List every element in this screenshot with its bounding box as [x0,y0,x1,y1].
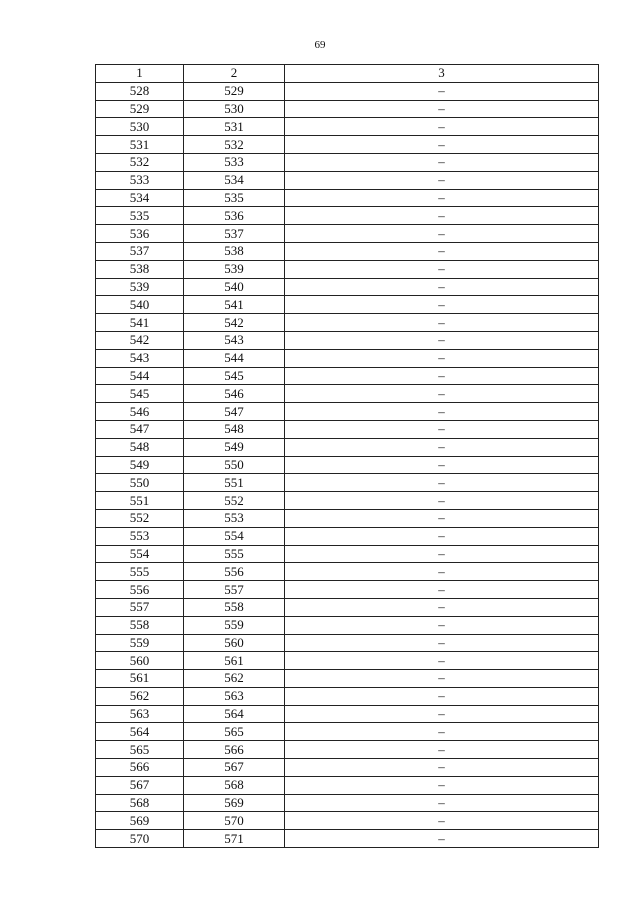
table-cell-col2: 566 [184,741,285,759]
table-cell-col2: 546 [184,385,285,403]
table-cell-col1: 529 [96,100,184,118]
table-row [96,82,599,100]
table-cell-col3: – [285,776,599,794]
table-body [96,82,599,847]
table-cell-col3: – [285,385,599,403]
table-cell-col3: – [285,403,599,421]
table-cell-col2: 568 [184,776,285,794]
table-cell-col2: 558 [184,598,285,616]
table-cell-col1: 556 [96,581,184,599]
table-cell-col1: 538 [96,260,184,278]
table-row [96,153,599,171]
table-cell-col1: 541 [96,314,184,332]
table-cell-col2: 550 [184,456,285,474]
table-row [96,314,599,332]
table-row [96,136,599,154]
table-cell-col2: 535 [184,189,285,207]
table-cell-col2: 562 [184,670,285,688]
table-cell-col1: 536 [96,225,184,243]
table-cell-col2: 552 [184,492,285,510]
table-cell-col1: 566 [96,759,184,777]
table-cell-col3: – [285,153,599,171]
table-cell-col3: – [285,545,599,563]
table-cell-col1: 565 [96,741,184,759]
table-cell-col3: – [285,438,599,456]
table-cell-col3: – [285,616,599,634]
table-cell-col3: – [285,278,599,296]
table-row [96,581,599,599]
table-cell-col3: – [285,670,599,688]
table-row [96,741,599,759]
table-cell-col3: – [285,634,599,652]
table-cell-col1: 561 [96,670,184,688]
table-row [96,331,599,349]
table-header [96,65,599,83]
table-cell-col2: 561 [184,652,285,670]
table-cell-col1: 545 [96,385,184,403]
table-cell-col3: – [285,492,599,510]
table-row [96,456,599,474]
table-cell-col1: 534 [96,189,184,207]
table-cell-col3: – [285,652,599,670]
table-cell-col3: – [285,563,599,581]
table-cell-col3: – [285,349,599,367]
table-cell-col2: 567 [184,759,285,777]
table-cell-col1: 531 [96,136,184,154]
table-cell-col2: 529 [184,82,285,100]
table-cell-col3: – [285,598,599,616]
table-row [96,812,599,830]
table-cell-col1: 548 [96,438,184,456]
table-cell-col1: 567 [96,776,184,794]
table-cell-col3: – [285,420,599,438]
table-cell-col1: 553 [96,527,184,545]
table-row [96,207,599,225]
table-cell-col2: 569 [184,794,285,812]
table-cell-col1: 535 [96,207,184,225]
table-cell-col3: – [285,331,599,349]
table-cell-col2: 542 [184,314,285,332]
table-cell-col2: 563 [184,687,285,705]
table-cell-col2: 530 [184,100,285,118]
table-cell-col3: – [285,367,599,385]
table-cell-col1: 543 [96,349,184,367]
table-row [96,705,599,723]
table-cell-col2: 545 [184,367,285,385]
table-cell-col3: – [285,687,599,705]
table-cell-col1: 563 [96,705,184,723]
table-cell-col2: 564 [184,705,285,723]
table-cell-col1: 528 [96,82,184,100]
table-cell-col1: 544 [96,367,184,385]
table-row [96,652,599,670]
table-row [96,403,599,421]
table-row [96,349,599,367]
table-cell-col3: – [285,136,599,154]
table-row [96,367,599,385]
table-cell-col3: – [285,82,599,100]
table-cell-col1: 540 [96,296,184,314]
table-row [96,242,599,260]
table-cell-col1: 564 [96,723,184,741]
table-cell-col2: 538 [184,242,285,260]
table-cell-col1: 552 [96,509,184,527]
table-cell-col2: 555 [184,545,285,563]
table-cell-col3: – [285,260,599,278]
table-cell-col3: – [285,242,599,260]
table-cell-col3: – [285,207,599,225]
table-cell-col1: 537 [96,242,184,260]
table-cell-col2: 556 [184,563,285,581]
header-row [96,65,599,83]
table-row [96,118,599,136]
table-cell-col3: – [285,189,599,207]
table-row [96,759,599,777]
table-cell-col2: 551 [184,474,285,492]
table-row [96,189,599,207]
table-cell-col1: 546 [96,403,184,421]
table-cell-col1: 532 [96,153,184,171]
table-cell-col2: 549 [184,438,285,456]
table-cell-col3: – [285,581,599,599]
table-cell-col3: – [285,296,599,314]
table-row [96,438,599,456]
table-row [96,474,599,492]
table-row [96,616,599,634]
table-row [96,296,599,314]
table-cell-col1: 555 [96,563,184,581]
table-cell-col3: – [285,118,599,136]
table-cell-col3: – [285,225,599,243]
table-cell-col1: 549 [96,456,184,474]
table-cell-col2: 532 [184,136,285,154]
table-cell-col2: 554 [184,527,285,545]
table-cell-col1: 551 [96,492,184,510]
table-row [96,492,599,510]
column-header-2: 2 [184,65,285,83]
table-row [96,776,599,794]
table-cell-col3: – [285,794,599,812]
table-cell-col2: 571 [184,830,285,848]
table-cell-col2: 559 [184,616,285,634]
table-cell-col3: – [285,741,599,759]
table-cell-col2: 560 [184,634,285,652]
table-cell-col2: 537 [184,225,285,243]
table-cell-col2: 543 [184,331,285,349]
table-row [96,100,599,118]
data-table [95,64,599,848]
table-cell-col3: – [285,705,599,723]
table-cell-col1: 550 [96,474,184,492]
table-cell-col2: 536 [184,207,285,225]
table-cell-col2: 547 [184,403,285,421]
table-cell-col3: – [285,474,599,492]
table-cell-col2: 565 [184,723,285,741]
table-cell-col1: 542 [96,331,184,349]
table-cell-col2: 534 [184,171,285,189]
table-cell-col3: – [285,100,599,118]
table-cell-col3: – [285,812,599,830]
table-row [96,420,599,438]
table-cell-col1: 530 [96,118,184,136]
table-row [96,563,599,581]
table-row [96,794,599,812]
table-row [96,385,599,403]
table-cell-col2: 541 [184,296,285,314]
table-cell-col2: 540 [184,278,285,296]
table-cell-col3: – [285,830,599,848]
table-cell-col1: 569 [96,812,184,830]
table-row [96,509,599,527]
table-cell-col3: – [285,509,599,527]
table-row [96,687,599,705]
table-row [96,260,599,278]
table-cell-col2: 570 [184,812,285,830]
table-row [96,278,599,296]
table-cell-col3: – [285,456,599,474]
table-cell-col1: 533 [96,171,184,189]
table-row [96,634,599,652]
page-number: 69 [314,39,326,51]
table-row [96,598,599,616]
table-row [96,830,599,848]
table-cell-col2: 531 [184,118,285,136]
table-row [96,723,599,741]
table-cell-col2: 539 [184,260,285,278]
table-cell-col1: 547 [96,420,184,438]
table-cell-col2: 548 [184,420,285,438]
table-cell-col1: 558 [96,616,184,634]
table-cell-col2: 557 [184,581,285,599]
table-row [96,171,599,189]
table-cell-col1: 568 [96,794,184,812]
table-row [96,670,599,688]
table-cell-col2: 544 [184,349,285,367]
table-row [96,527,599,545]
table-row [96,225,599,243]
table-cell-col1: 560 [96,652,184,670]
table-cell-col2: 533 [184,153,285,171]
column-header-1: 1 [96,65,184,83]
table-cell-col1: 559 [96,634,184,652]
table-cell-col3: – [285,759,599,777]
table-cell-col3: – [285,723,599,741]
table-cell-col3: – [285,314,599,332]
table-row [96,545,599,563]
table-cell-col1: 570 [96,830,184,848]
table-cell-col1: 562 [96,687,184,705]
table-cell-col1: 554 [96,545,184,563]
table-cell-col3: – [285,171,599,189]
table-cell-col1: 539 [96,278,184,296]
table-cell-col1: 557 [96,598,184,616]
table-cell-col3: – [285,527,599,545]
table-cell-col2: 553 [184,509,285,527]
column-header-3: 3 [285,65,599,83]
